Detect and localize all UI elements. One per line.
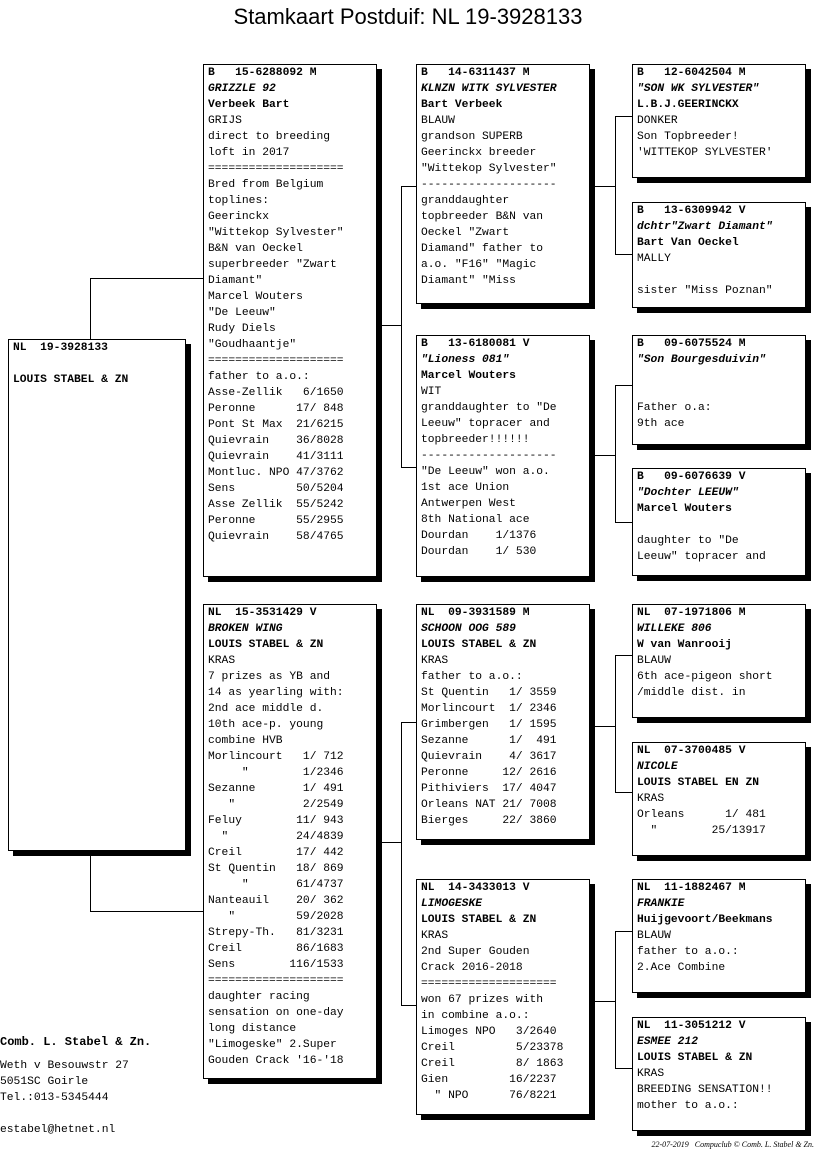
connector-line (401, 1005, 417, 1006)
pedigree-card-paternal-grandmother (416, 335, 590, 577)
card-line: 9th ace (637, 418, 685, 430)
card-line: Sens 50/5204 (208, 483, 344, 495)
connector-line (615, 116, 616, 255)
ring-number: NL 11-3051212 V (637, 1020, 746, 1032)
card-line: BLAUW (637, 930, 671, 942)
card-line (637, 517, 801, 533)
card-line: granddaughter to "De (421, 402, 557, 414)
pigeon-name: KLNZN WITK SYLVESTER (421, 83, 557, 95)
pigeon-name: BROKEN WING (208, 623, 283, 635)
connector-line (401, 186, 417, 187)
card-line: "Wittekop Sylvester" (208, 227, 344, 239)
ring-number: B 13-6180081 V (421, 338, 530, 350)
card-line: Peronne 17/ 848 (208, 403, 344, 415)
card-line: direct to breeding (208, 131, 331, 143)
card-line: Morlincourt 1/ 2346 (421, 703, 557, 715)
card-line: Sezanne 1/ 491 (421, 735, 557, 747)
connector-line (615, 254, 633, 255)
connector-line (595, 1001, 615, 1002)
connector-line (90, 278, 91, 340)
card-line: Diamant" "Miss (421, 275, 516, 287)
pedigree-card-great-grandparent (632, 879, 806, 993)
card-line: father to a.o.: (208, 371, 310, 383)
connector-line (90, 911, 204, 912)
card-line: DONKER (637, 115, 678, 127)
card-line: Dourdan 1/ 530 (421, 546, 537, 558)
card-line: " 59/2028 (208, 911, 344, 923)
card-line: Quievrain 58/4765 (208, 531, 344, 543)
card-line: sister "Miss Poznan" (637, 285, 773, 297)
owner: LOUIS STABEL & ZN (421, 914, 537, 926)
page-title: Stamkaart Postduif: NL 19-3928133 (233, 4, 583, 29)
connector-line (615, 1068, 633, 1069)
card-line: Quievrain 36/8028 (208, 435, 344, 447)
card-line: B&N van Oeckel (208, 243, 303, 255)
breeder-phone: Tel.:013-5345444 (0, 1092, 109, 1104)
card-line: ==================== (208, 163, 344, 175)
connector-line (382, 842, 401, 843)
owner: Huijgevoort/Beekmans (637, 914, 773, 926)
owner: Bart Van Oeckel (637, 237, 739, 249)
card-line: " 24/4839 (208, 831, 344, 843)
card-line: " NPO 76/8221 (421, 1090, 557, 1102)
card-line: -------------------- (421, 179, 557, 191)
owner: Marcel Wouters (421, 370, 516, 382)
card-line: 7 prizes as YB and (208, 671, 331, 683)
card-line: BLAUW (637, 655, 671, 667)
owner: Verbeek Bart (208, 99, 290, 111)
pigeon-name: SCHOON OOG 589 (421, 623, 516, 635)
card-line (637, 384, 801, 400)
connector-line (401, 467, 417, 468)
card-line: KRAS (421, 930, 449, 942)
card-line: topbreeder B&N van (421, 211, 544, 223)
card-line: daughter racing (208, 991, 310, 1003)
connector-line (615, 385, 633, 386)
card-line: superbreeder "Zwart (208, 259, 337, 271)
breeder-city: 5051SC Goirle (0, 1076, 89, 1088)
card-line: Pithiviers 17/ 4047 (421, 783, 557, 795)
connector-line (382, 325, 401, 326)
card-line: Grimbergen 1/ 1595 (421, 719, 557, 731)
ring-number: NL 15-3531429 V (208, 607, 317, 619)
pedigree-card-great-grandparent (632, 202, 806, 308)
pedigree-card-great-grandparent (632, 335, 806, 445)
connector-line (401, 722, 402, 1006)
card-line: won 67 prizes with (421, 994, 544, 1006)
card-line: sensation on one-day (208, 1007, 344, 1019)
connector-line (615, 116, 633, 117)
card-line: Geerinckx (208, 211, 270, 223)
card-line: Creil 8/ 1863 (421, 1058, 564, 1070)
card-line: Oeckel "Zwart (421, 227, 510, 239)
pigeon-name: ESMEE 212 (637, 1036, 699, 1048)
pedigree-card-great-grandparent (632, 468, 806, 576)
card-line: WIT (421, 386, 442, 398)
pigeon-name: dchtr"Zwart Diamant" (637, 221, 773, 233)
ring-number: NL 07-3700485 V (637, 745, 746, 757)
card-line: Peronne 55/2955 (208, 515, 344, 527)
card-line: BREEDING SENSATION!! (637, 1084, 773, 1096)
pedigree-card-maternal-grandmother (416, 879, 590, 1115)
owner: LOUIS STABEL & ZN (208, 639, 324, 651)
pedigree-card-mother (203, 604, 377, 1079)
connector-line (615, 931, 633, 932)
card-line: 2nd ace middle d. (208, 703, 324, 715)
connector-line (90, 278, 204, 279)
connector-line (615, 522, 633, 523)
card-line: " 1/2346 (208, 767, 344, 779)
ring-number: B 14-6311437 M (421, 67, 530, 79)
pedigree-card-great-grandparent (632, 742, 806, 856)
card-line: combine HVB (208, 735, 283, 747)
breeder-name: Comb. L. Stabel & Zn. (0, 1035, 152, 1049)
connector-line (595, 455, 615, 456)
connector-line (401, 722, 417, 723)
card-line: KRAS (637, 1068, 665, 1080)
card-line: MALLY (637, 253, 671, 265)
card-line: Feluy 11/ 943 (208, 815, 344, 827)
owner: L.B.J.GEERINCKX (637, 99, 739, 111)
card-line: Pont St Max 21/6215 (208, 419, 344, 431)
card-line: Leeuw" topracer and (421, 418, 550, 430)
ring-number: B 09-6076639 V (637, 471, 746, 483)
card-line: 6th ace-pigeon short (637, 671, 773, 683)
ring-number: NL 09-3931589 M (421, 607, 530, 619)
card-line: Dourdan 1/1376 (421, 530, 537, 542)
ring-number: B 12-6042504 M (637, 67, 746, 79)
card-line: 'WITTEKOP SYLVESTER' (637, 147, 773, 159)
ring-number: NL 11-1882467 M (637, 882, 746, 894)
owner: LOUIS STABEL & ZN (421, 639, 537, 651)
owner: W van Wanrooij (637, 639, 732, 651)
card-line: Marcel Wouters (208, 291, 303, 303)
subject-card (8, 339, 186, 851)
card-line: ==================== (421, 978, 557, 990)
card-line: Orleans NAT 21/ 7008 (421, 799, 557, 811)
pedigree-card-great-grandparent (632, 1017, 806, 1131)
pedigree-card-father (203, 64, 377, 577)
connector-line (615, 655, 616, 793)
card-line: Gouden Crack '16-'18 (208, 1055, 344, 1067)
card-line: Orleans 1/ 481 (637, 809, 766, 821)
card-line: Sens 116/1533 (208, 959, 344, 971)
pigeon-name: "SON WK SYLVESTER" (637, 83, 760, 95)
pigeon-name: "Dochter LEEUW" (637, 487, 739, 499)
connector-line (615, 655, 633, 656)
card-line: GRIJS (208, 115, 242, 127)
card-line: Gien 16/2237 (421, 1074, 557, 1086)
connector-line (90, 851, 91, 912)
ring-number: NL 07-1971806 M (637, 607, 746, 619)
card-line: Diamant" (208, 275, 263, 287)
card-line: 14 as yearling with: (208, 687, 344, 699)
ring-number: B 15-6288092 M (208, 67, 317, 79)
card-line: in combine a.o.: (421, 1010, 530, 1022)
card-line: Nanteauil 20/ 362 (208, 895, 344, 907)
card-line (637, 267, 801, 283)
card-line: "De Leeuw" won a.o. (421, 466, 550, 478)
card-line: "De Leeuw" (208, 307, 276, 319)
card-line: father to a.o.: (637, 946, 739, 958)
owner: Bart Verbeek (421, 99, 503, 111)
pigeon-name: LIMOGESKE (421, 898, 483, 910)
card-line: Diamand" father to (421, 243, 544, 255)
card-line: Father o.a: (637, 402, 712, 414)
card-line: Quievrain 41/3111 (208, 451, 344, 463)
card-line: grandson SUPERB (421, 131, 523, 143)
card-line: granddaughter (421, 195, 510, 207)
card-line: St Quentin 18/ 869 (208, 863, 344, 875)
card-line: Asse Zellik 55/5242 (208, 499, 344, 511)
connector-line (595, 186, 615, 187)
breeder-info (0, 1034, 151, 1138)
card-line: 2nd Super Gouden (421, 946, 530, 958)
card-line: ==================== (208, 975, 344, 987)
pigeon-name: NICOLE (637, 761, 678, 773)
connector-line (401, 186, 402, 468)
card-line: Creil 17/ 442 (208, 847, 344, 859)
ring-number: NL 19-3928133 (13, 342, 108, 354)
card-line: BLAUW (421, 115, 455, 127)
card-line: Strepy-Th. 81/3231 (208, 927, 344, 939)
card-line: Montluc. NPO 47/3762 (208, 467, 344, 479)
card-line (637, 368, 801, 384)
card-line: " 25/13917 (637, 825, 766, 837)
card-line: 1st ace Union (421, 482, 510, 494)
owner: LOUIS STABEL & ZN (637, 1052, 753, 1064)
card-line: Antwerpen West (421, 498, 516, 510)
card-line: Creil 5/23378 (421, 1042, 564, 1054)
footer-note: 22-07-2019 Compuclub © Comb. L. Stabel & Zn. (651, 1140, 814, 1149)
card-line: Bierges 22/ 3860 (421, 815, 557, 827)
card-line: " 61/4737 (208, 879, 344, 891)
card-line: Asse-Zellik 6/1650 (208, 387, 344, 399)
pigeon-name: FRANKIE (637, 898, 685, 910)
owner: Marcel Wouters (637, 503, 732, 515)
card-line: Crack 2016-2018 (421, 962, 523, 974)
card-line: Peronne 12/ 2616 (421, 767, 557, 779)
card-line: daughter to "De (637, 535, 739, 547)
card-line: Leeuw" topracer and (637, 551, 766, 563)
card-line: Limoges NPO 3/2640 (421, 1026, 557, 1038)
card-line: Morlincourt 1/ 712 (208, 751, 344, 763)
card-line: 10th ace-p. young (208, 719, 324, 731)
pedigree-card-great-grandparent (632, 604, 806, 718)
card-line: Rudy Diels (208, 323, 276, 335)
pedigree-card-great-grandparent (632, 64, 806, 178)
card-line: Creil 86/1683 (208, 943, 344, 955)
ring-number: NL 14-3433013 V (421, 882, 530, 894)
card-line: "Limogeske" 2.Super (208, 1039, 337, 1051)
ring-number: B 09-6075524 M (637, 338, 746, 350)
card-line: loft in 2017 (208, 147, 290, 159)
owner: LOUIS STABEL & ZN (13, 374, 129, 386)
card-line: Bred from Belgium (208, 179, 324, 191)
connector-line (615, 931, 616, 1069)
card-line: long distance (208, 1023, 297, 1035)
card-line: -------------------- (421, 450, 557, 462)
card-line: Son Topbreeder! (637, 131, 739, 143)
card-line: KRAS (208, 655, 236, 667)
card-line: " 2/2549 (208, 799, 344, 811)
connector-line (615, 385, 616, 523)
card-line: a.o. "F16" "Magic (421, 259, 537, 271)
card-line: "Goudhaantje" (208, 339, 297, 351)
breeder-email: estabel@hetnet.nl (0, 1124, 116, 1136)
card-line: St Quentin 1/ 3559 (421, 687, 557, 699)
card-line: 8th National ace (421, 514, 530, 526)
pigeon-name: WILLEKE 806 (637, 623, 712, 635)
connector-line (595, 726, 615, 727)
card-line: Geerinckx breeder (421, 147, 537, 159)
pigeon-name: GRIZZLE 92 (208, 83, 276, 95)
card-line: toplines: (208, 195, 270, 207)
card-line: 2.Ace Combine (637, 962, 726, 974)
card-line: KRAS (421, 655, 449, 667)
pedigree-card-paternal-grandfather (416, 64, 590, 304)
card-line: KRAS (637, 793, 665, 805)
card-line: Sezanne 1/ 491 (208, 783, 344, 795)
owner: LOUIS STABEL EN ZN (637, 777, 760, 789)
ring-number: B 13-6309942 V (637, 205, 746, 217)
pigeon-name: "Son Bourgesduivin" (637, 354, 766, 366)
card-line: /middle dist. in (637, 687, 746, 699)
card-line: mother to a.o.: (637, 1100, 739, 1112)
card-line: Quievrain 4/ 3617 (421, 751, 557, 763)
breeder-street: Weth v Besouwstr 27 (0, 1060, 129, 1072)
pedigree-card-maternal-grandfather (416, 604, 590, 840)
card-line: ==================== (208, 355, 344, 367)
card-line: "Wittekop Sylvester" (421, 163, 557, 175)
card-line: father to a.o.: (421, 671, 523, 683)
card-line: topbreeder!!!!!! (421, 434, 530, 446)
connector-line (615, 792, 633, 793)
pigeon-name: "Lioness 081" (421, 354, 510, 366)
